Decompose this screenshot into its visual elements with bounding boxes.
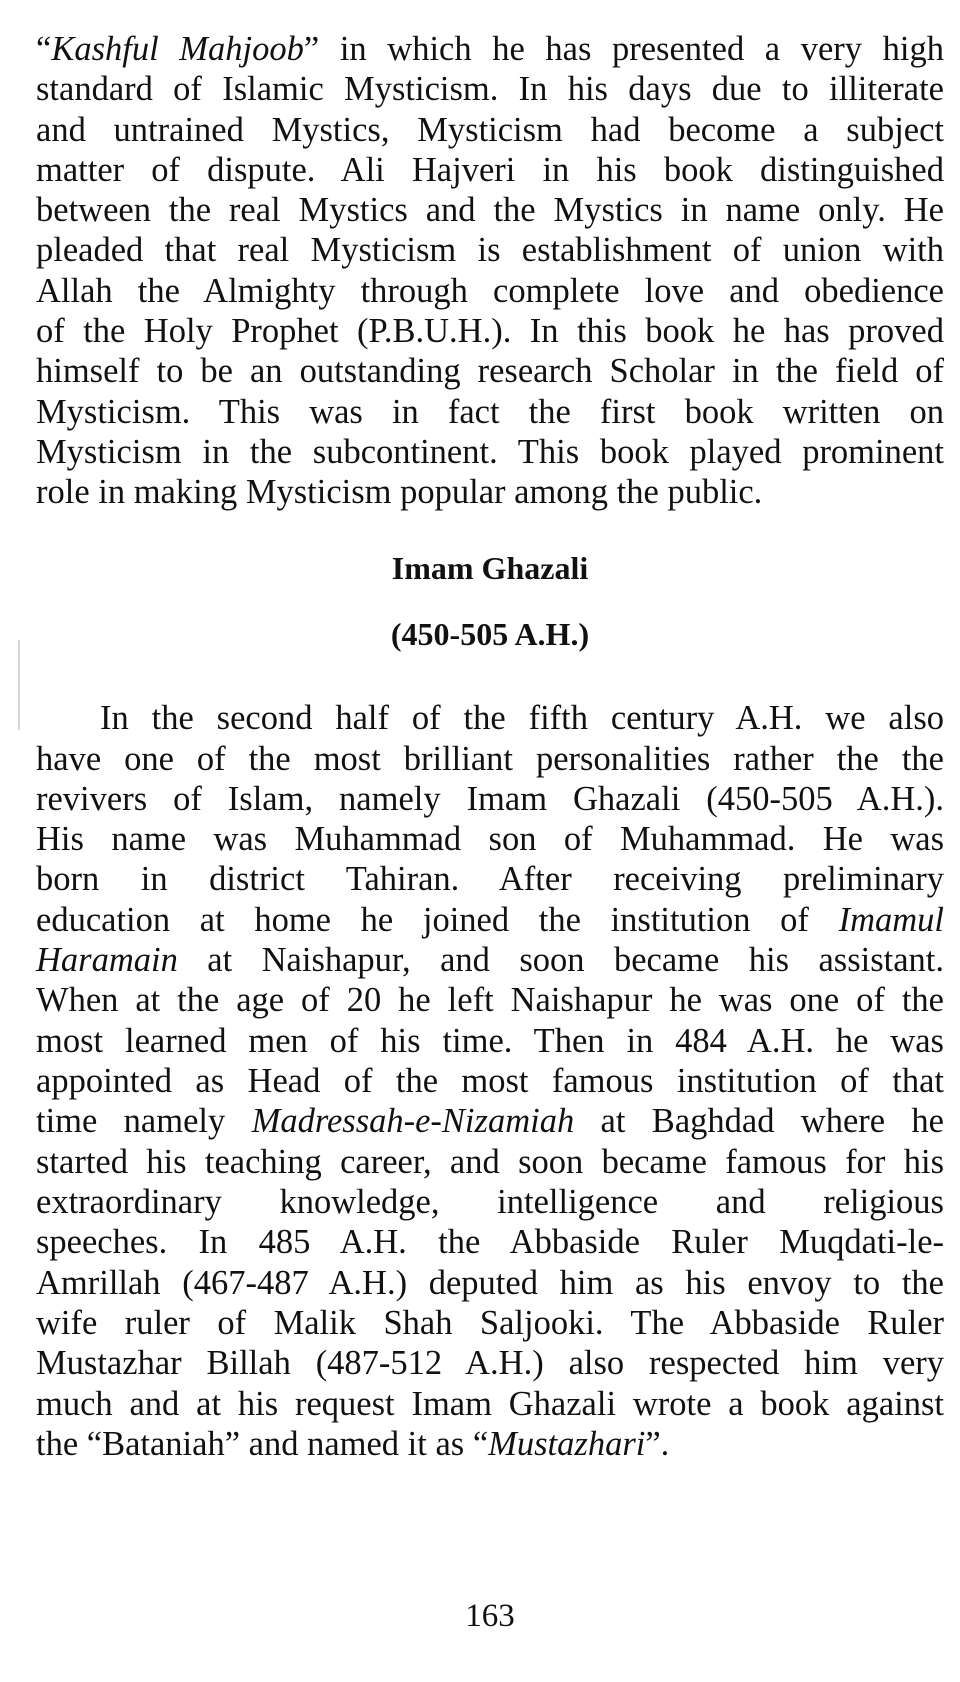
text-line: When at the age of 20 he left Naishapur he was one of the bbox=[36, 981, 944, 1019]
text-line: have one of the most brilliant personalities rather the the bbox=[36, 740, 944, 778]
text-line: and untrained Mystics, Mysticism had become a subject bbox=[36, 111, 944, 149]
text-line: revivers of Islam, namely Imam Ghazali (450-505 A.H.). bbox=[36, 780, 944, 818]
text-line: the “Bataniah” and named it as “Mustazhari”. bbox=[36, 1425, 670, 1463]
institution-name-italic: Imamul bbox=[838, 901, 944, 939]
text-line: Haramain at Naishapur, and soon became his assistant. bbox=[36, 941, 944, 979]
institution-name-italic: Haramain bbox=[36, 941, 178, 979]
text-line: pleaded that real Mysticism is establishment of union with bbox=[36, 231, 944, 269]
book-title-italic: Kashful Mahjoob bbox=[51, 30, 304, 68]
madressah-name-italic: Madressah-e-Nizamiah bbox=[251, 1102, 575, 1140]
section-title: Imam Ghazali bbox=[391, 550, 589, 586]
text-line: extraordinary knowledge, intelligence and religious bbox=[36, 1183, 944, 1221]
text-line: himself to be an outstanding research Scholar in the field of bbox=[36, 352, 944, 390]
text-line: education at home he joined the institution of Imamul bbox=[36, 901, 944, 939]
text-line: Mysticism. This was in fact the first book written on bbox=[36, 393, 944, 431]
section-dates: (450-505 A.H.) bbox=[390, 616, 590, 652]
page-number: 163 bbox=[465, 1598, 515, 1634]
text-line: Amrillah (467-487 A.H.) deputed him as his envoy to the bbox=[36, 1264, 944, 1302]
text-line: appointed as Head of the most famous institution of that bbox=[36, 1062, 944, 1100]
text-line: standard of Islamic Mysticism. In his days due to illiterate bbox=[36, 70, 944, 108]
text-line: Allah the Almighty through complete love and obedience bbox=[36, 272, 944, 310]
text-line: Mustazhar Billah (487-512 A.H.) also respected him very bbox=[36, 1344, 944, 1382]
text-line: “Kashful Mahjoob” in which he has presented a very high bbox=[36, 30, 944, 68]
text-line: Mysticism in the subcontinent. This book played prominent bbox=[36, 433, 944, 471]
text-line: speeches. In 485 A.H. the Abbaside Ruler Muqdati-le- bbox=[36, 1223, 944, 1261]
text-line: of the Holy Prophet (P.B.U.H.). In this book he has proved bbox=[36, 312, 944, 350]
book-title-italic: Mustazhari bbox=[488, 1425, 646, 1463]
text-line: role in making Mysticism popular among the public. bbox=[36, 473, 763, 511]
text-line: In the second half of the fifth century A.H. we also bbox=[100, 699, 944, 737]
text-line: between the real Mystics and the Mystics in name only. He bbox=[36, 191, 944, 229]
text-line: most learned men of his time. Then in 484 A.H. he was bbox=[36, 1022, 944, 1060]
text-line: His name was Muhammad son of Muhammad. He was bbox=[36, 820, 944, 858]
text-line: wife ruler of Malik Shah Saljooki. The Abbaside Ruler bbox=[36, 1304, 944, 1342]
text-line: born in district Tahiran. After receiving preliminary bbox=[36, 860, 944, 898]
text-line: matter of dispute. Ali Hajveri in his book distinguished bbox=[36, 151, 944, 189]
text-line: time namely Madressah-e-Nizamiah at Baghdad where he bbox=[36, 1102, 944, 1140]
text-line: much and at his request Imam Ghazali wrote a book against bbox=[36, 1385, 944, 1423]
scan-margin-mark bbox=[18, 640, 20, 730]
text-line: started his teaching career, and soon became famous for his bbox=[36, 1143, 944, 1181]
